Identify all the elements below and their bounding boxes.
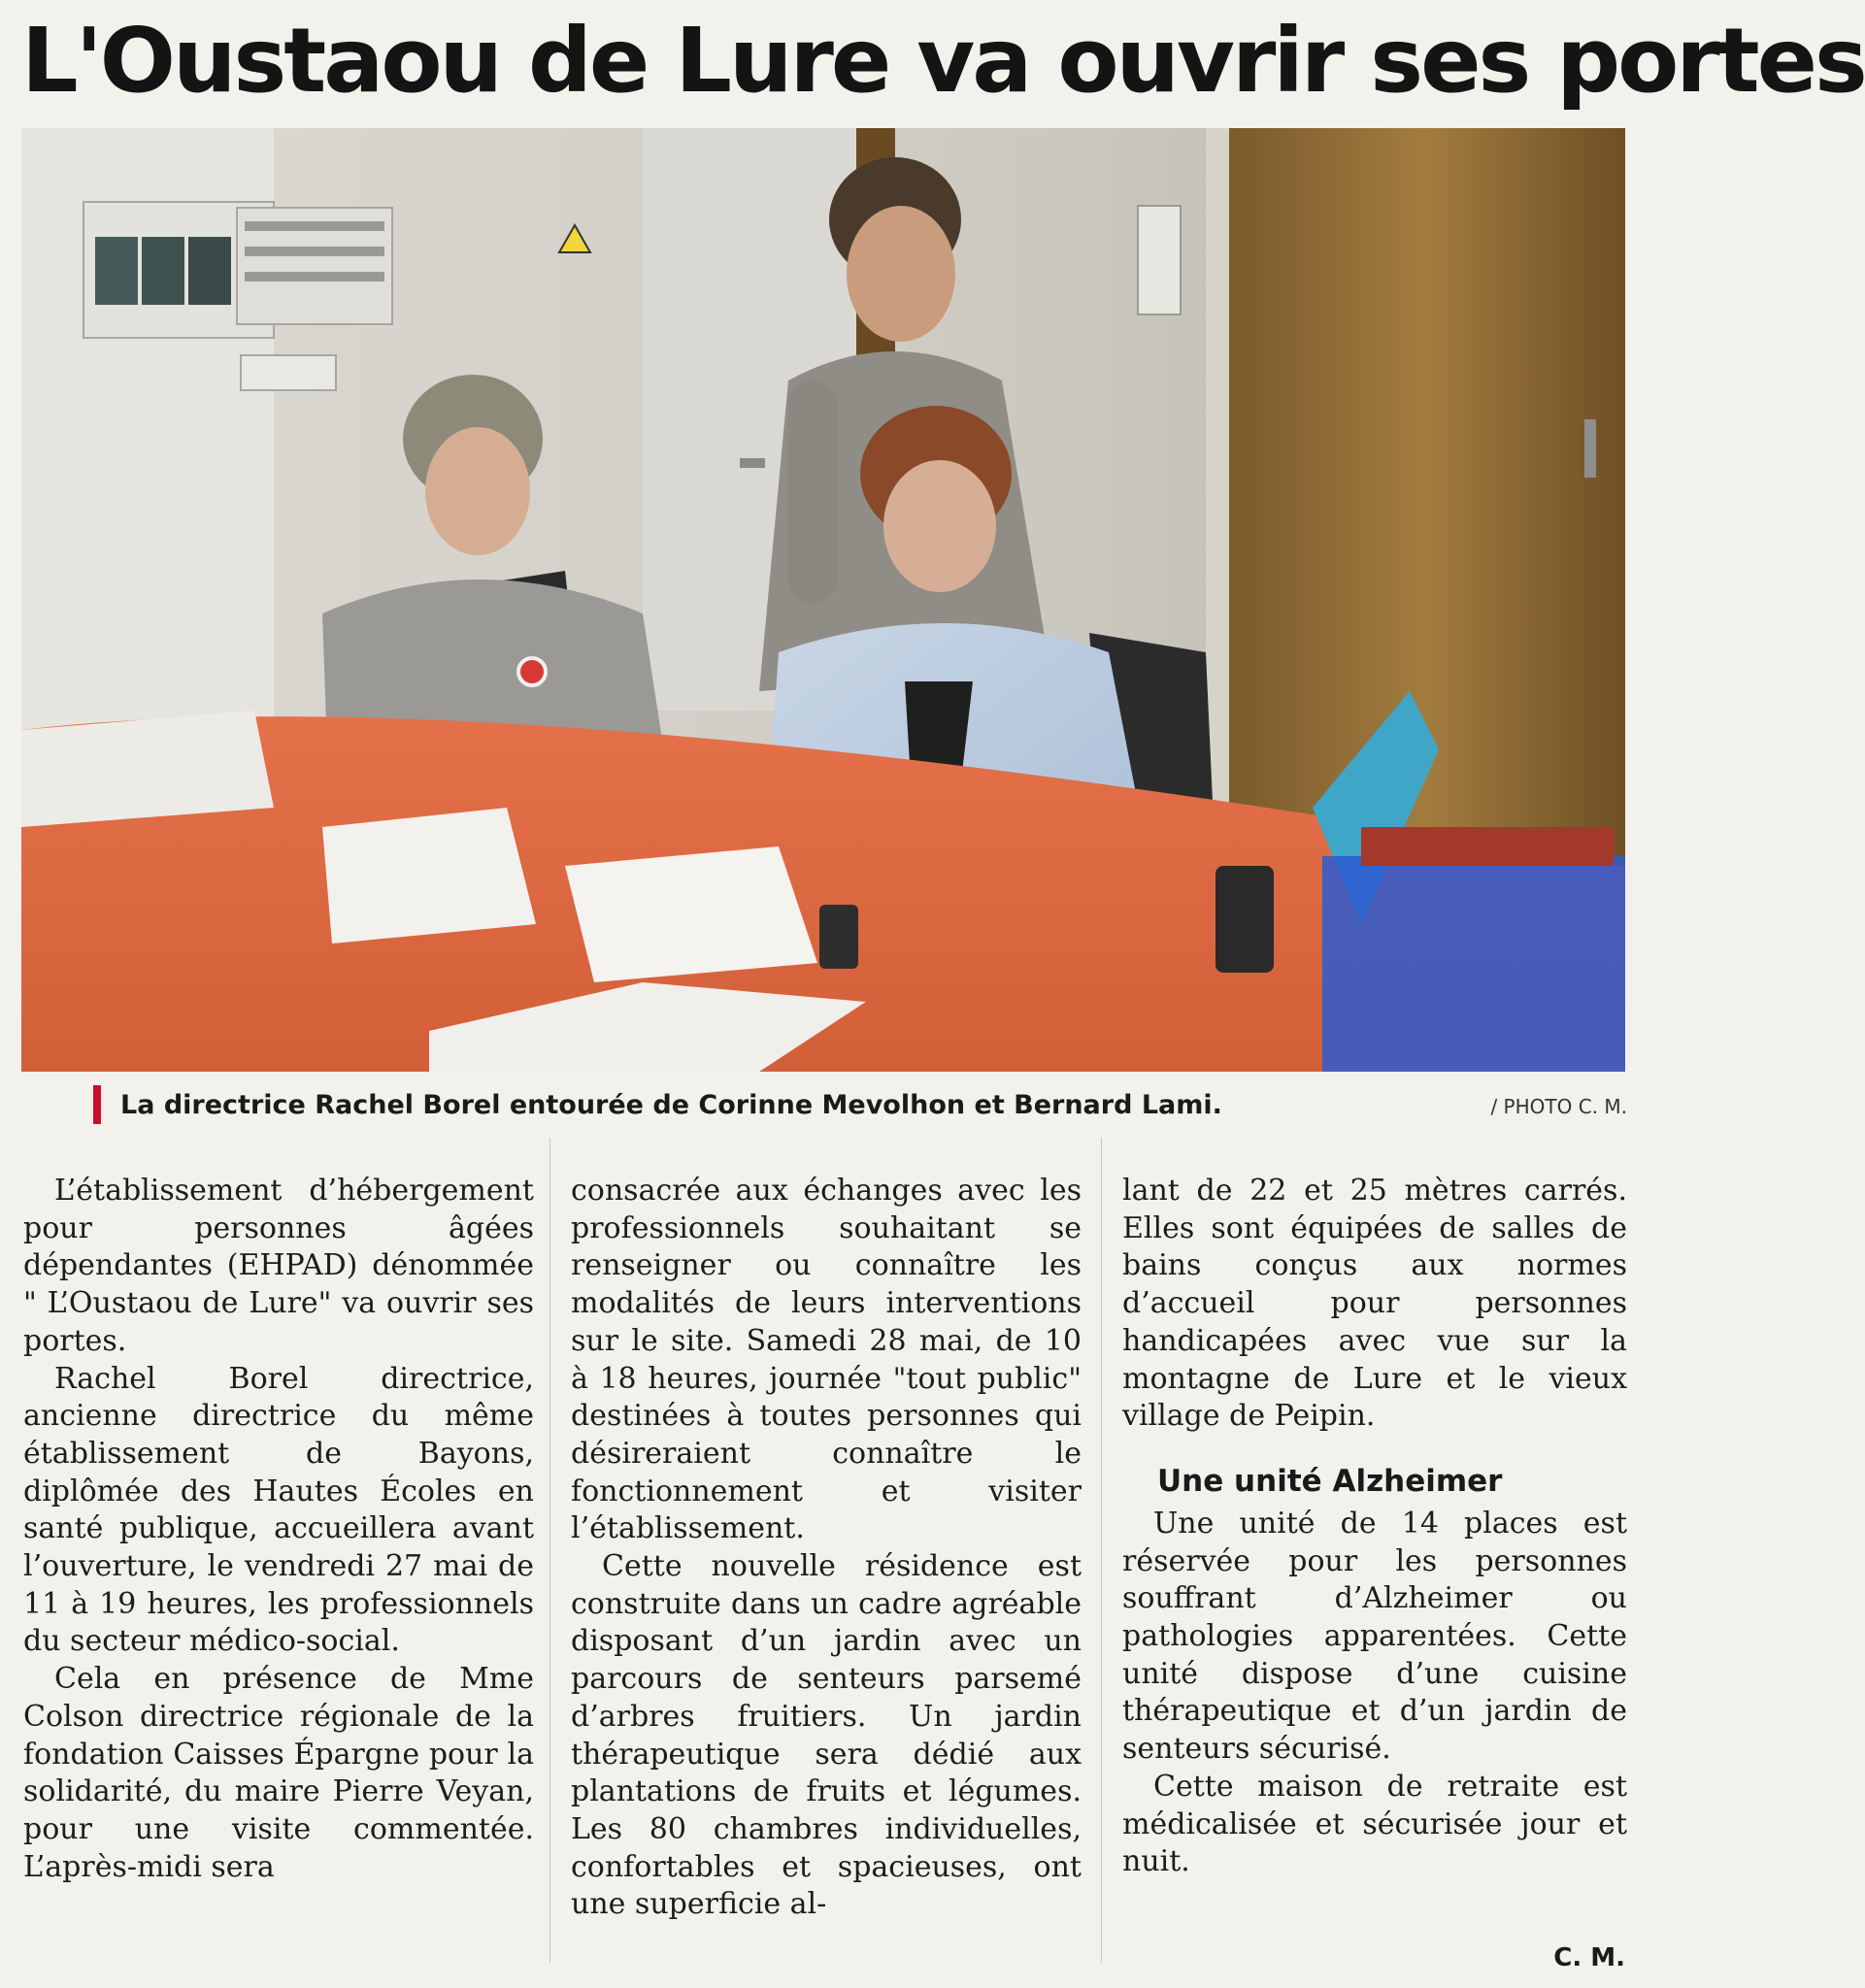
caption-accent-bar bbox=[93, 1085, 101, 1124]
body-paragraph: Une unité de 14 places est réservée pour les personnes souffrant d’Alzheimer ou pathologies apparentées. Cette unité dispose d’une cuisine thérapeutique et d’un jardin de senteurs sécurisé. bbox=[1122, 1506, 1627, 1767]
column-rule bbox=[1101, 1138, 1102, 1963]
headline: L'Oustaou de Lure va ouvrir ses portes bbox=[21, 9, 1865, 113]
article-column-1 bbox=[23, 1173, 534, 1949]
body-paragraph: Cela en présence de Mme Colson directrice régionale de la fondation Caisses Épargne pour la solidarité, du maire Pierre Veyan, pour une visite commentée. L’après-midi sera bbox=[23, 1662, 534, 1884]
photo-caption: La directrice Rachel Borel entourée de Corinne Mevolhon et Bernard Lami. bbox=[120, 1090, 1222, 1120]
body-paragraph: consacrée aux échanges avec les professionnels souhaitant se renseigner ou connaître les modalités de leurs interventions sur le site. Samedi 28 mai, de 10 à 18 heures, journée "tout public" destinées à toutes personnes qui désireraient connaître le fonctionnement et visiter l’établissement. bbox=[571, 1174, 1082, 1546]
article-column-2 bbox=[571, 1173, 1082, 1949]
body-paragraph: Rachel Borel directrice, ancienne directrice du même établissement de Bayons, diplômée des Hautes Écoles en santé publique, accueillera avant l’ouverture, le vendredi 27 mai de 11 à 19 heures, les professionnels du secteur médico-social. bbox=[23, 1361, 534, 1659]
subheading: Une unité Alzheimer bbox=[1157, 1463, 1503, 1499]
body-paragraph: Cette nouvelle résidence est construite dans un cadre agréable disposant d’un jardin avec un parcours de senteurs parsemé d’arbres fruitiers. Un jardin thérapeutique sera dédié aux plantations de fruits et légumes. Les 80 chambres individuelles, confortables et spacieuses, ont une superficie al- bbox=[571, 1549, 1082, 1922]
body-paragraph: L’établissement d’hébergement pour personnes âgées dépendantes (EHPAD) dénommée " L’Oustaou de Lure" va ouvrir ses portes. bbox=[23, 1174, 534, 1358]
photo-credit: / PHOTO C. M. bbox=[1490, 1095, 1627, 1118]
body-paragraph: Cette maison de retraite est médicalisée et sécurisée jour et nuit. bbox=[1122, 1769, 1627, 1879]
body-paragraph: lant de 22 et 25 mètres carrés. Elles sont équipées de salles de bains conçus aux normes d’accueil pour personnes handicapées avec vue sur la montagne de Lure et le vieux village de Peipin. bbox=[1122, 1174, 1627, 1434]
article-photo bbox=[21, 128, 1625, 1072]
author-signature: C. M. bbox=[1553, 1943, 1625, 1972]
article-column-3 bbox=[1122, 1173, 1627, 1949]
